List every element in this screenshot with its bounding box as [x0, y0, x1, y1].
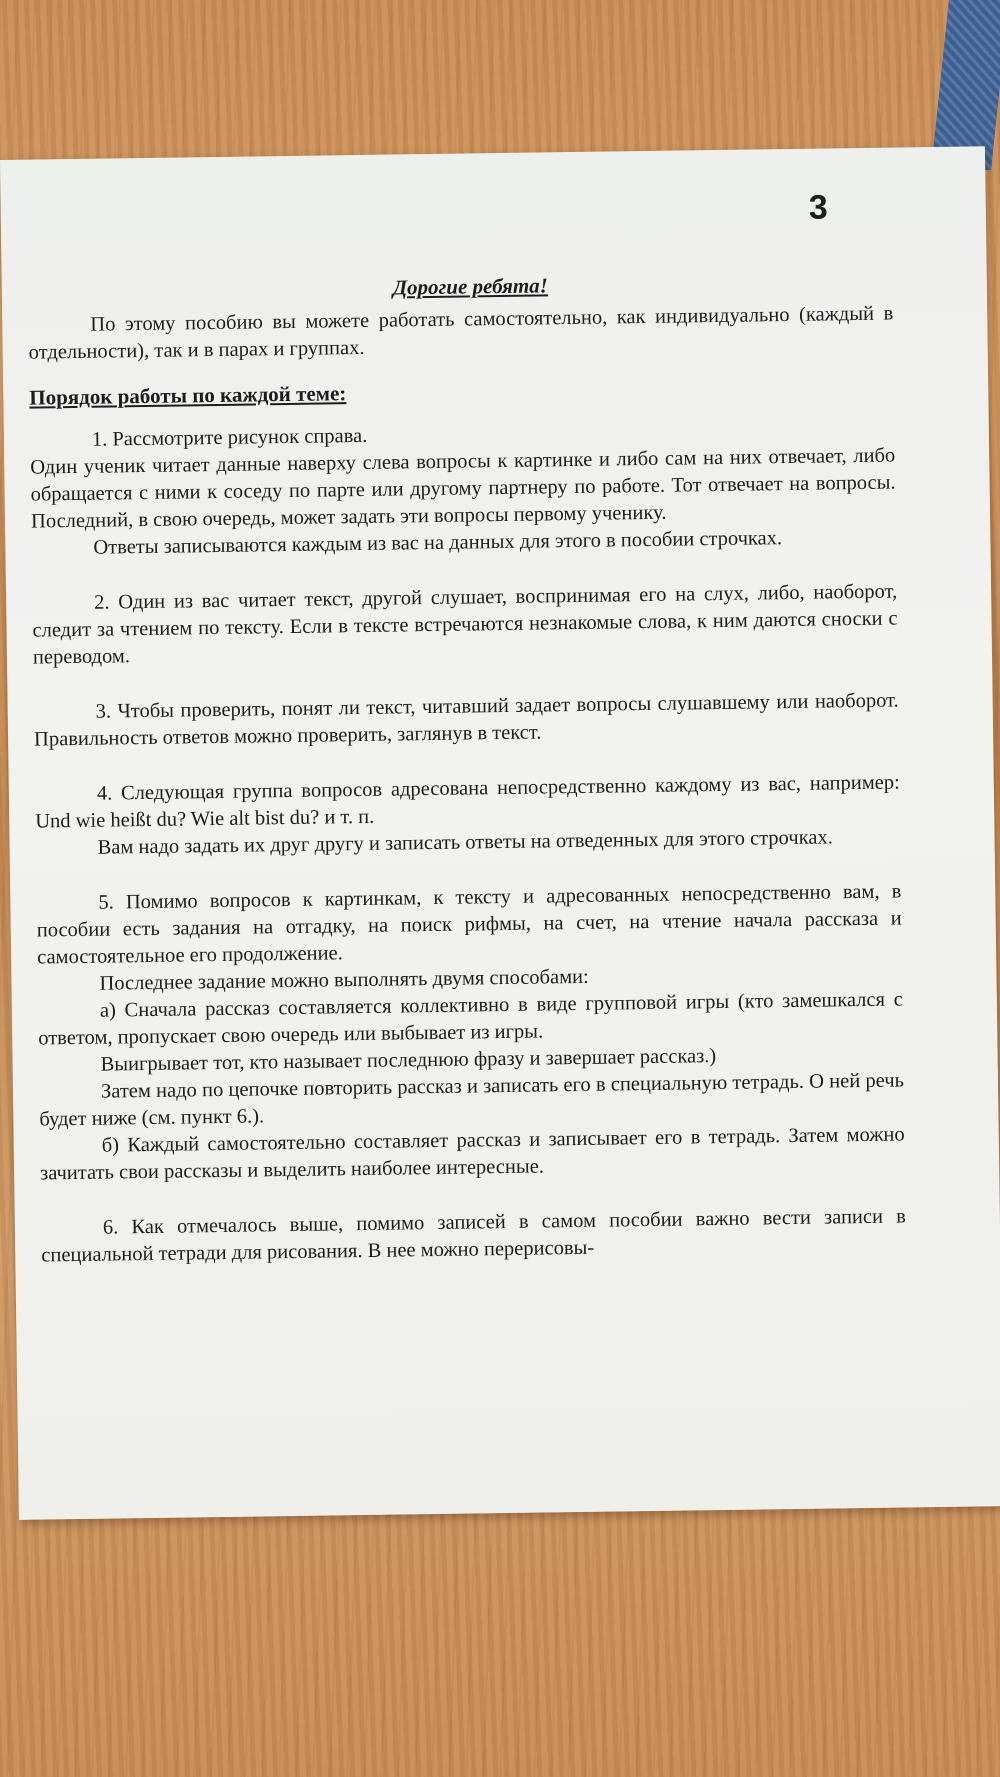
- section-3-text: 3. Чтобы проверить, понят ли текст, читавший задает вопросы слушавшему или наоборот. Правильность ответов можно проверить, заглянув в текст.: [33, 689, 899, 751]
- section-4-text: 4. Следующая группа вопросов адресована непосредственно каждому из вас, например: Und wie heißt du? Wie alt bist du? и т. п.: [35, 771, 900, 833]
- section-5-text-2: Последнее задание можно выполнять двумя способами:: [99, 965, 589, 995]
- section-6-text: 6. Как отмечалось выше, помимо записей в самом пособии важно вести записи в специальной тетради для рисования. В нее можно перерисовы-: [41, 1205, 906, 1267]
- page-content: [28, 268, 907, 1270]
- book-page: [0, 146, 1000, 1520]
- section-2-text: 2. Один из вас читает текст, другой слушает, воспринимая его на слух, либо, наоборот, следит за чтением по тексту. Если в тексте встречаются незнакомые слова, к ним даются сноски с переводом.: [32, 580, 898, 669]
- blue-cloth-background: [931, 0, 1000, 170]
- section-1-title: 1. Рассмотрите рисунок справа.: [91, 424, 368, 451]
- section-5-option-a-3: Затем надо по цепочке повторить рассказ и записать его в специальную тетрадь. О ней речь будет ниже (см. пункт 6.).: [39, 1069, 905, 1131]
- section-5-text: 5. Помимо вопросов к картинкам, к тексту и адресованных непосредственно вам, в пособии есть задания на отгадку, на поиск рифмы, на счет, на чтение начала рассказа и самостоятельное его продолжение.: [36, 880, 902, 969]
- section-5-option-a: а) Сначала рассказ составляется коллективно в виде групповой игры (кто замешкался с ответом, пропускает свою очередь или выбывает из игры.: [38, 988, 903, 1050]
- section-5-option-a-2: Выигрывает тот, кто называет последнюю фразу и завершает рассказ.): [100, 1045, 717, 1076]
- section-4-text-2: Вам надо задать их друг другу и записать ответы на отведенных для этого строчках.: [97, 826, 833, 859]
- procedure-heading: Порядок работы по каждой теме:: [29, 381, 347, 410]
- section-5-option-b: б) Каждый самостоятельно составляет рассказ и записывает его в тетрадь. Затем можно зачитать свои рассказы и выделить наиболее интересные.: [40, 1123, 905, 1185]
- section-1-text: Один ученик читает данные наверху слева вопросы к картинке и либо сам на них отвечает, либо обращается с ними к соседу по парте или другому партнеру по работе. Тот отвечает на вопросы. Последний, в свою очередь, может задать эти вопросы первому ученику.: [30, 444, 896, 533]
- page-heading: Дорогие ребята!: [392, 273, 549, 300]
- intro-paragraph: По этому пособию вы можете работать самостоятельно, как индивидуально (каждый в отдельности), так и в парах и группах.: [28, 302, 894, 364]
- section-1-text-2: Ответы записываются каждым из вас на данных для этого в пособии строчках.: [93, 527, 783, 559]
- page-number: 3: [808, 188, 829, 227]
